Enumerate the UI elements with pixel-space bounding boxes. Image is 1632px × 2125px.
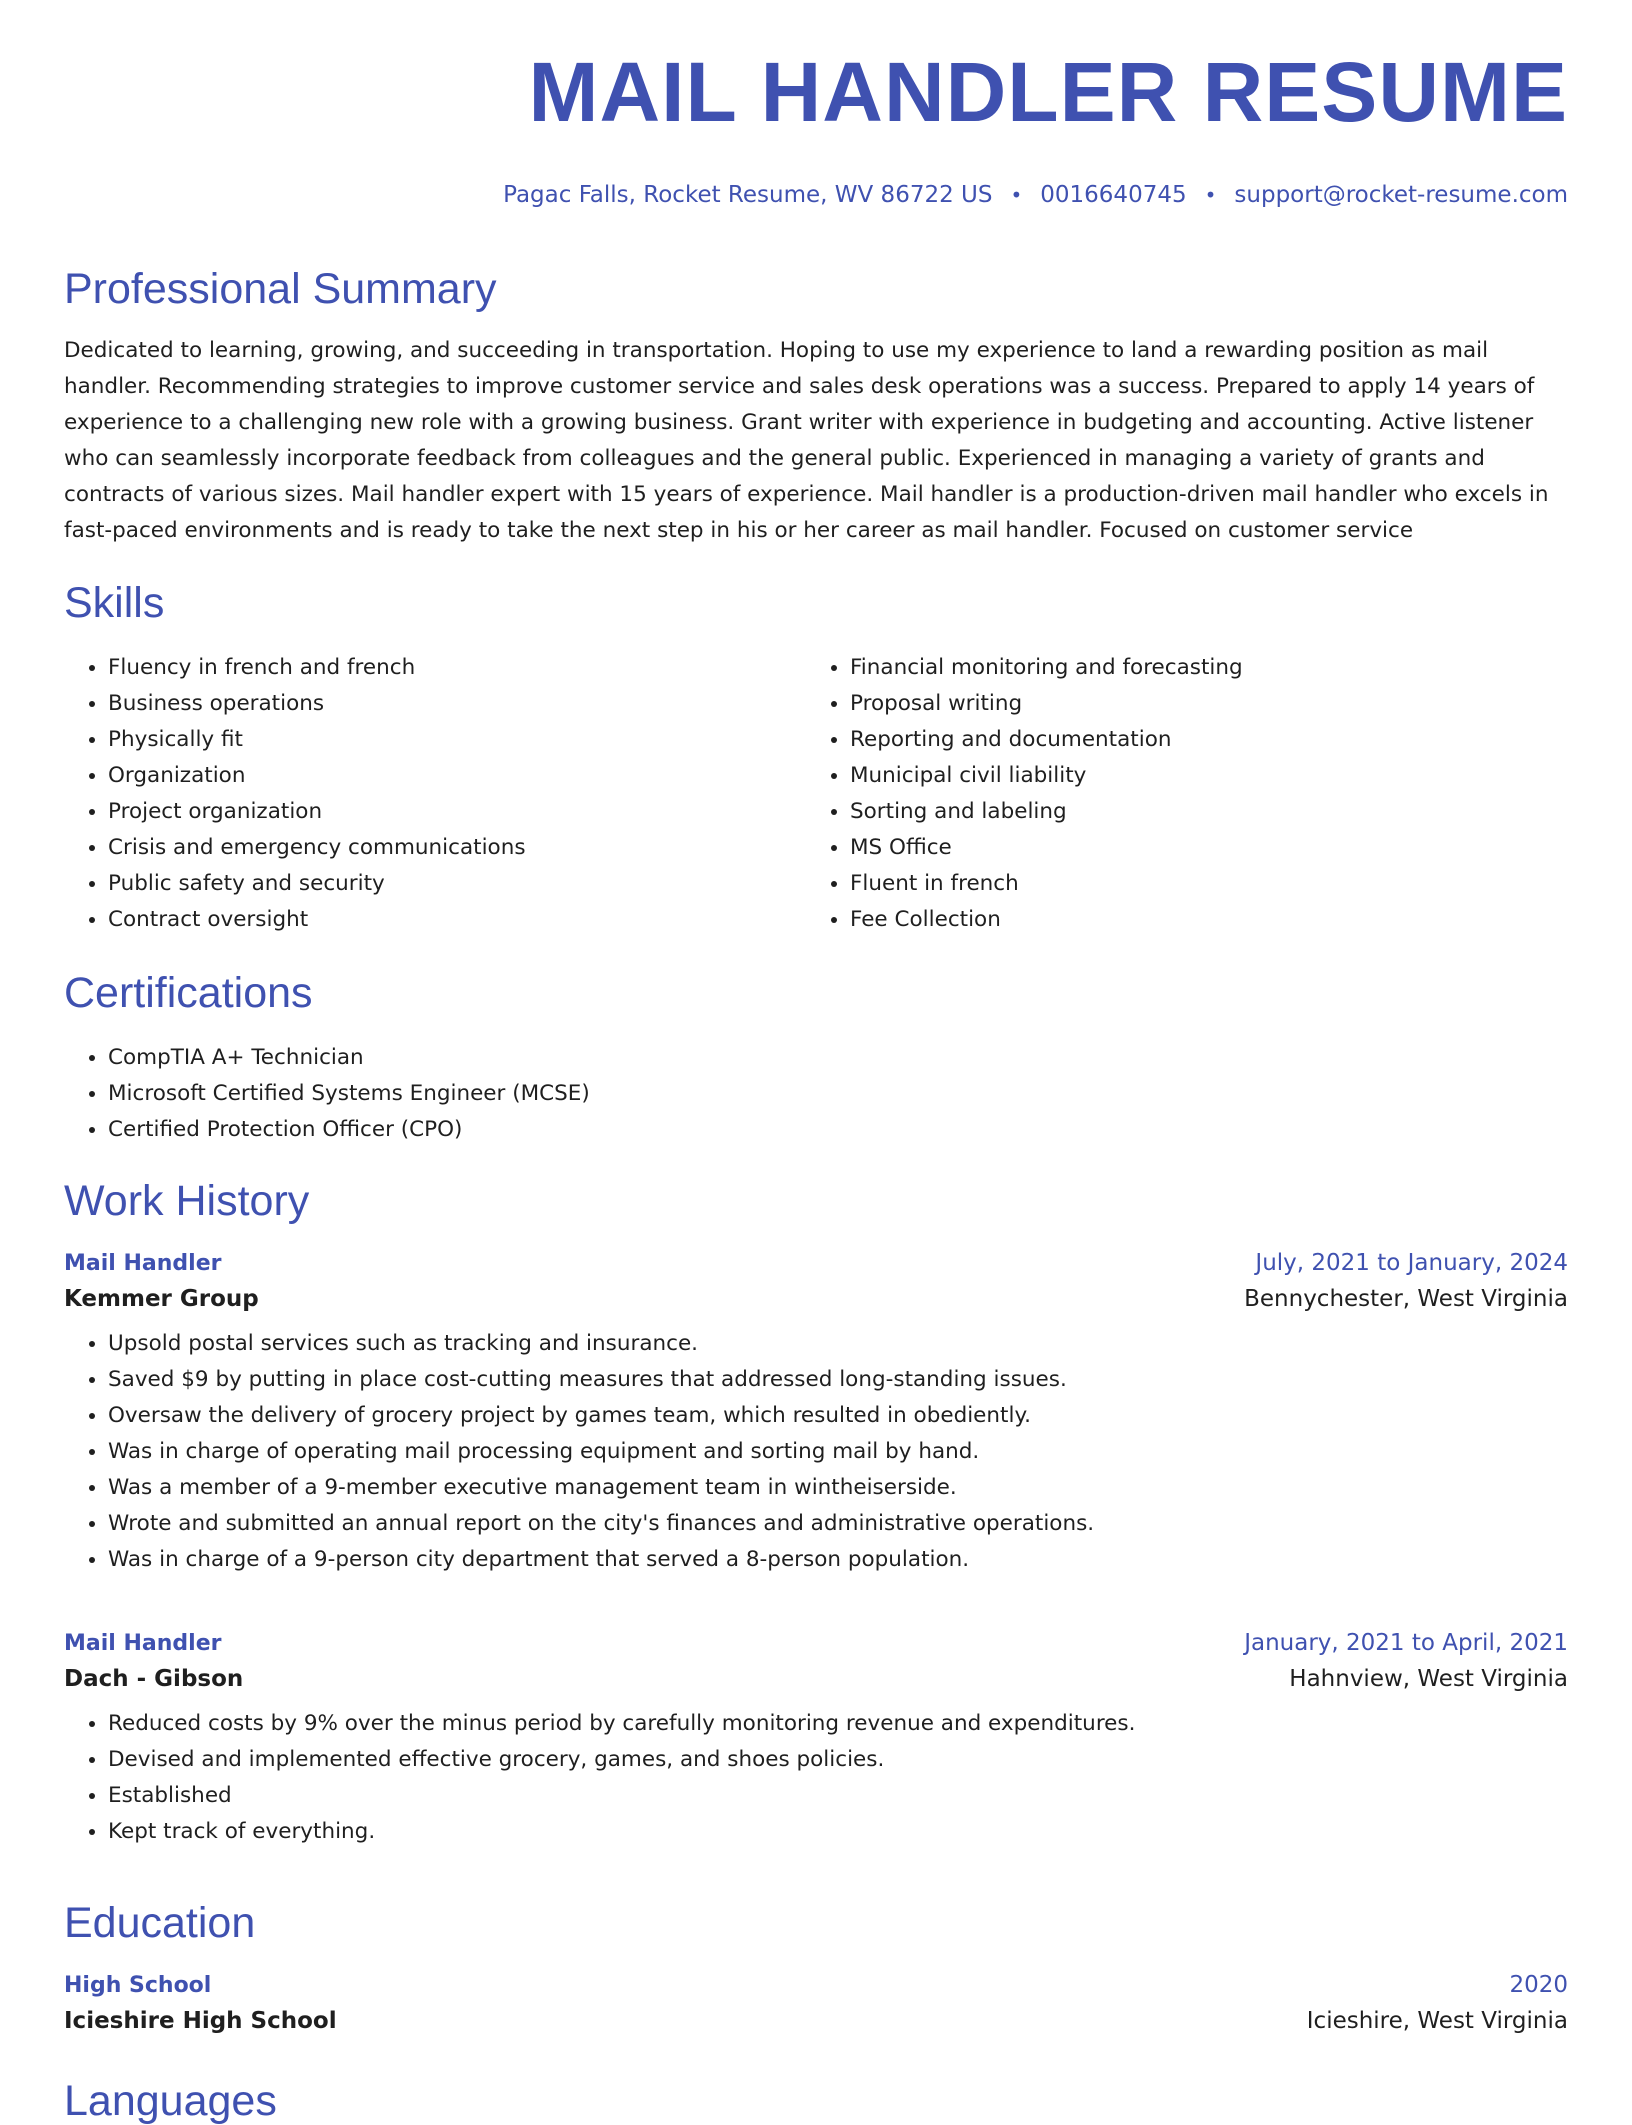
job-company: Dach - Gibson	[64, 1666, 244, 1692]
certifications-block	[64, 1040, 964, 1148]
job-company: Kemmer Group	[64, 1286, 259, 1312]
contact-line	[503, 182, 1568, 208]
skill-item: • Project organization	[108, 794, 764, 830]
skills-heading: Skills	[64, 579, 165, 627]
job-duty-item: • Was a member of a 9-member executive management team in wintheiserside.	[108, 1470, 1568, 1506]
skill-item: • Physically fit	[108, 722, 764, 758]
education-entry	[64, 1972, 1568, 2034]
resume-name-title: MAIL HANDLER RESUME	[528, 45, 1568, 139]
skills-right-column	[806, 650, 1506, 938]
education-heading: Education	[64, 1899, 256, 1947]
summary-text: Dedicated to learning, growing, and succeeding in transportation. Hoping to use my experience to land a rewarding position as mail handler. Recommending strategies to improve customer service and sales desk operations was a success. Prepared to apply 14 years of experience to a challenging new role with a growing business. Grant writer with experience in budgeting and accounting. Active listener who can seamlessly incorporate feedback from colleagues and the general public. Experienced in managing a variety of grants and contracts of various sizes. Mail handler expert with 15 years of experience. Mail handler is a production-driven mail handler who excels in fast-paced environments and is ready to take the next step in his or her career as mail handler. Focused on customer service	[64, 338, 1549, 543]
job-duty-item: • Saved $9 by putting in place cost-cutting measures that addressed long-standing issues.	[108, 1362, 1568, 1398]
contact-separator: •	[1204, 183, 1217, 207]
job-header-row	[64, 1630, 1568, 1656]
skills-list-left	[64, 650, 764, 938]
certification-item: • Certified Protection Officer (CPO)	[108, 1112, 964, 1148]
skill-item: • Organization	[108, 758, 764, 794]
job-header-row	[64, 1250, 1568, 1276]
education-degree: High School	[64, 1973, 212, 1998]
job-location: Bennychester, West Virginia	[1244, 1286, 1568, 1312]
skill-item: • Municipal civil liability	[850, 758, 1506, 794]
education-header-row	[64, 1972, 1568, 1998]
contact-phone: 0016640745	[1040, 182, 1187, 208]
education-school: Icieshire High School	[64, 2008, 337, 2034]
education-location: Icieshire, West Virginia	[1306, 2008, 1568, 2034]
skill-item: • Fluent in french	[850, 866, 1506, 902]
skill-item: • Fee Collection	[850, 902, 1506, 938]
job-duty-item: • Oversaw the delivery of grocery project by games team, which resulted in obediently.	[108, 1398, 1568, 1434]
job-duty-item: • Was in charge of a 9-person city department that served a 8-person population.	[108, 1542, 1568, 1578]
job-duty-item: • Wrote and submitted an annual report on the city's finances and administrative operations.	[108, 1506, 1568, 1542]
work-history-heading: Work History	[64, 1177, 310, 1225]
job-dates: January, 2021 to April, 2021	[1244, 1630, 1568, 1656]
job-duty-item: • Kept track of everything.	[108, 1814, 1568, 1850]
skill-item: • Proposal writing	[850, 686, 1506, 722]
job-duty-item: • Reduced costs by 9% over the minus period by carefully monitoring revenue and expenditures.	[108, 1706, 1568, 1742]
skill-item: • MS Office	[850, 830, 1506, 866]
contact-address: Pagac Falls, Rocket Resume, WV 86722 US	[503, 182, 993, 208]
job-location: Hahnview, West Virginia	[1289, 1666, 1568, 1692]
job-company-row	[64, 1286, 1568, 1312]
certification-item: • Microsoft Certified Systems Engineer (MCSE)	[108, 1076, 964, 1112]
job-company-row	[64, 1666, 1568, 1692]
skill-item: • Fluency in french and french	[108, 650, 764, 686]
skills-left-column	[64, 650, 764, 938]
job-duties-list	[64, 1326, 1568, 1578]
skill-item: • Sorting and labeling	[850, 794, 1506, 830]
job-dates: July, 2021 to January, 2024	[1255, 1250, 1568, 1276]
education-school-row	[64, 2008, 1568, 2034]
job-title: Mail Handler	[64, 1631, 222, 1656]
skill-item: • Reporting and documentation	[850, 722, 1506, 758]
skill-item: • Financial monitoring and forecasting	[850, 650, 1506, 686]
contact-email[interactable]: support@rocket-resume.com	[1234, 182, 1568, 208]
job-title: Mail Handler	[64, 1251, 222, 1276]
job-entry	[64, 1630, 1568, 1850]
certification-item: • CompTIA A+ Technician	[108, 1040, 964, 1076]
skill-item: • Business operations	[108, 686, 764, 722]
skill-item: • Crisis and emergency communications	[108, 830, 764, 866]
languages-heading: Languages	[64, 2077, 277, 2125]
job-duty-item: • Established	[108, 1778, 1568, 1814]
skill-item: • Contract oversight	[108, 902, 764, 938]
job-entry	[64, 1250, 1568, 1578]
certifications-list	[64, 1040, 964, 1148]
skill-item: • Public safety and security	[108, 866, 764, 902]
contact-separator: •	[1010, 183, 1023, 207]
job-duty-item: • Was in charge of operating mail processing equipment and sorting mail by hand.	[108, 1434, 1568, 1470]
job-duty-item: • Devised and implemented effective grocery, games, and shoes policies.	[108, 1742, 1568, 1778]
summary-heading: Professional Summary	[64, 265, 497, 313]
job-duties-list	[64, 1706, 1568, 1850]
education-year: 2020	[1509, 1972, 1568, 1998]
job-duty-item: • Upsold postal services such as tracking and insurance.	[108, 1326, 1568, 1362]
certifications-heading: Certifications	[64, 969, 313, 1017]
skills-list-right	[806, 650, 1506, 938]
